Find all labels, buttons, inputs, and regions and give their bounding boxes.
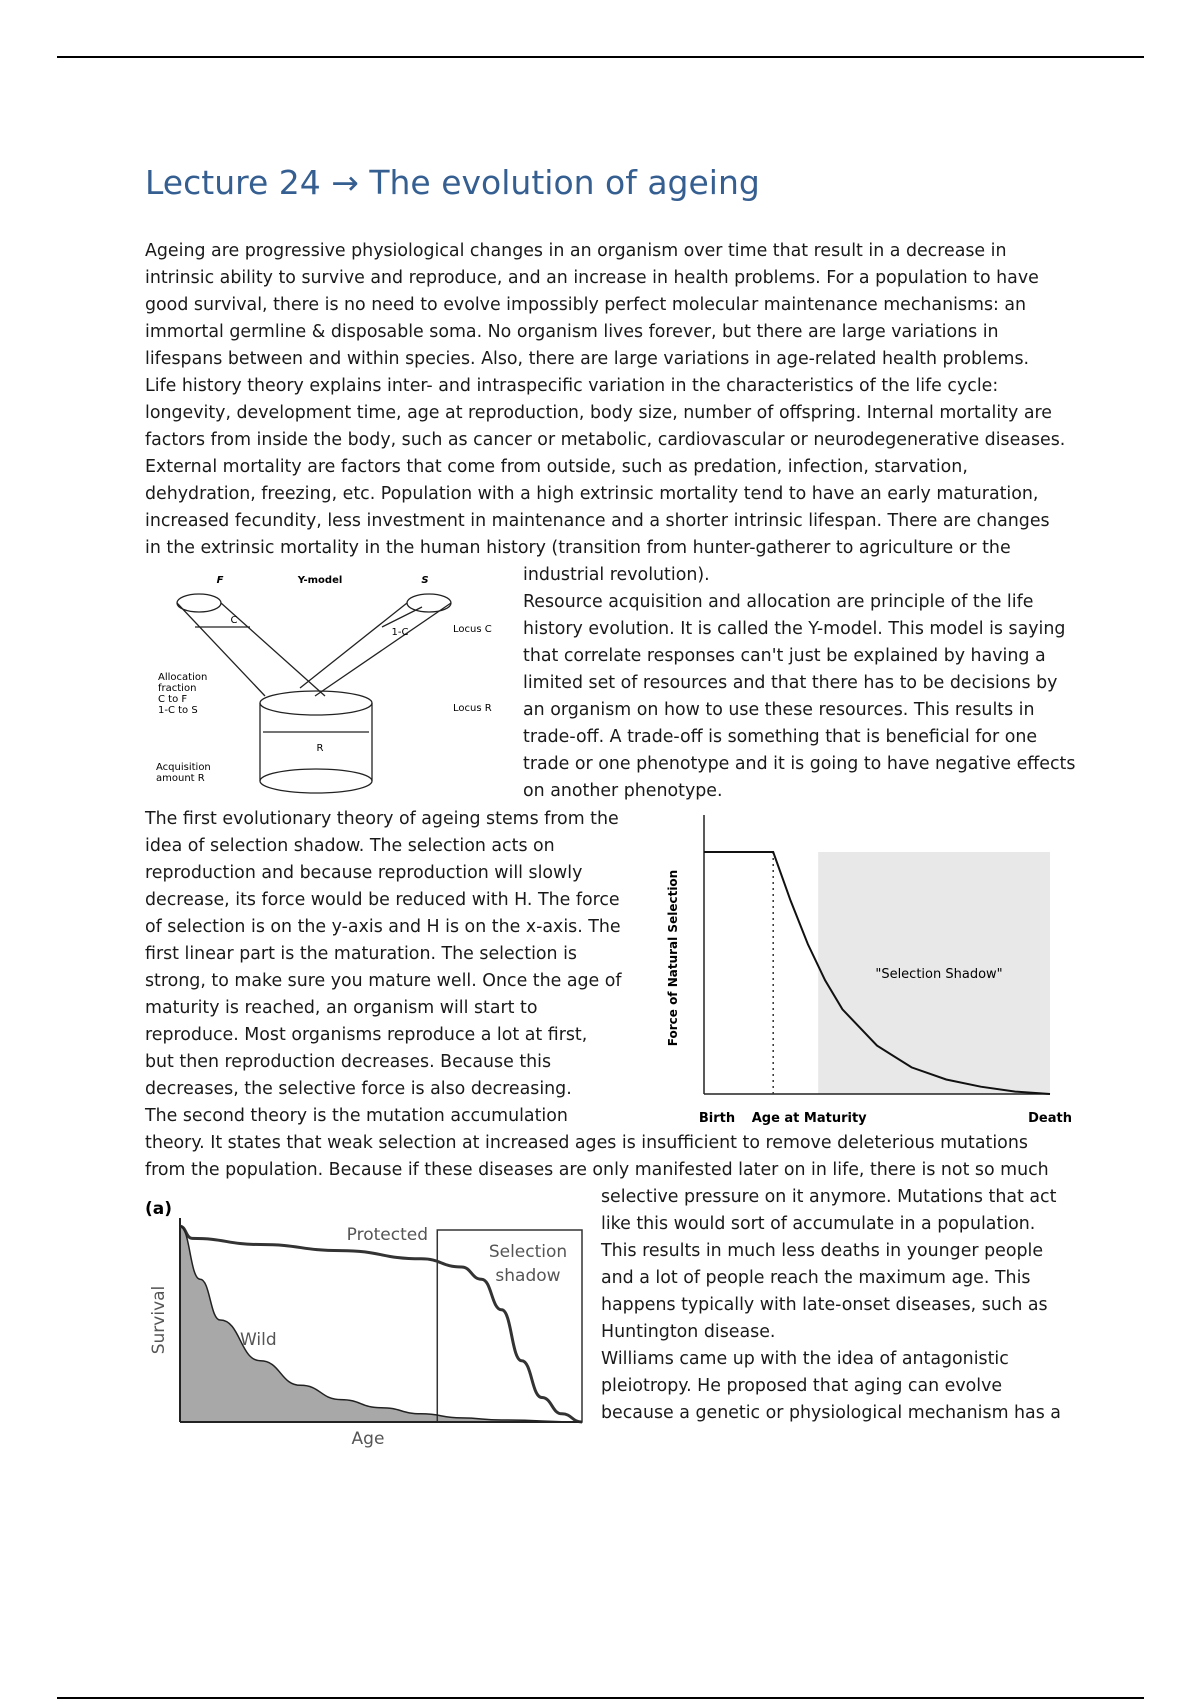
pleiotropy-line: like this would sort of accumulate in a population. [601,1214,1036,1234]
x-tick-death: Death [1028,1111,1072,1126]
pleiotropy-line: and a lot of people reach the maximum age. This [601,1268,1031,1288]
ymodel-allocation-1: fraction [158,683,197,694]
protected-label: Protected [346,1225,428,1245]
pleiotropy-line: happens typically with late-onset diseases, such as [601,1295,1048,1315]
top-rule [57,56,1144,58]
selection-shadow-paragraph [145,806,622,1130]
survival-x-label: Age [351,1429,385,1449]
pleiotropy-line: because a genetic or physiological mechanism has a [601,1403,1061,1423]
shadow-line: maturity is reached, an organism will start to [145,998,538,1018]
panel-label: (a) [145,1199,173,1219]
intro-line: immortal germline & disposable soma. No organism lives forever, but there are large variations in [145,322,999,342]
intro-paragraph [145,238,1065,562]
shadow-line: reproduction and because reproduction will slowly [145,863,583,883]
ymodel-line: history evolution. It is called the Y-model. This model is saying [523,619,1066,639]
intro-line: in the extrinsic mortality in the human history (transition from hunter-gatherer to agriculture or the [145,538,1011,558]
mutation-line: from the population. Because if these diseases are only manifested later on in life, there is not so much [145,1160,1049,1180]
survival-chart [145,1192,590,1452]
force-of-selection-chart [655,810,1075,1130]
ymodel-line: Resource acquisition and allocation are principle of the life [523,592,1034,612]
shadow-line: idea of selection shadow. The selection acts on [145,836,555,856]
ymodel-locus-r: Locus R [453,703,492,714]
ymodel-acquisition-1: amount R [156,773,205,784]
pleiotropy-line: This results in much less deaths in younger people [601,1241,1044,1261]
shadow-line: The second theory is the mutation accumulation [145,1106,568,1126]
ymodel-label-c: C [230,615,238,626]
ymodel-line: trade or one phenotype and it is going to have negative effects [523,754,1076,774]
shadow-line: first linear part is the maturation. The selection is [145,944,577,964]
shadow-line: strong, to make sure you mature well. Once the age of [145,971,622,991]
survival-y-label: Survival [149,1285,169,1355]
ymodel-line: limited set of resources and that there has to be decisions by [523,673,1058,693]
intro-line: intrinsic ability to survive and reproduce, and an increase in health problems. For a population to have [145,268,1039,288]
ymodel-line: that correlate responses can't just be explained by having a [523,646,1046,666]
intro-line: lifespans between and within species. Also, there are large variations in age-related health problems. [145,349,1030,369]
shadow-label-0: Selection [488,1242,568,1262]
ymodel-line: trade-off. A trade-off is something that is beneficial for one [523,727,1038,747]
pleiotropy-line: Huntington disease. [601,1322,776,1342]
ymodel-line: an organism on how to use these resources. This results in [523,700,1035,720]
ymodel-label-1c: 1-C [391,627,409,638]
ymodel-paragraph [523,562,1075,805]
ymodel-right-arm-inner [300,603,407,688]
ymodel-locus-c: Locus C [453,624,492,635]
intro-line: good survival, there is no need to evolve impossibly perfect molecular maintenance mechanisms: an [145,295,1027,315]
mutation-paragraph [145,1130,1049,1184]
pleiotropy-line: pleiotropy. He proposed that aging can evolve [601,1376,1003,1396]
intro-line: External mortality are factors that come from outside, such as predation, infection, starvation, [145,457,968,477]
intro-line: increased fecundity, less investment in maintenance and a shorter intrinsic lifespan. There are changes [145,511,1050,531]
ymodel-line: on another phenotype. [523,781,723,801]
ymodel-title: Y-model [297,575,343,586]
intro-line: Ageing are progressive physiological changes in an organism over time that result in a decrease in [145,241,1007,261]
intro-line: factors from inside the body, such as cancer or metabolic, cardiovascular or neurodegenerative diseases. [145,430,1066,450]
force-y-label: Force of Natural Selection [666,869,680,1047]
x-tick-birth: Birth [698,1111,736,1126]
ymodel-label-f: F [216,575,224,586]
shadow-line: of selection is on the y-axis and H is on the x-axis. The [145,917,621,937]
ymodel-allocation-2: C to F [158,694,188,705]
ymodel-right-arm-outer [315,603,451,696]
ymodel-right-disc [407,594,451,612]
shadow-line: The first evolutionary theory of ageing stems from the [145,809,619,829]
ymodel-acquisition-0: Acquisition [156,762,211,773]
shadow-line: but then reproduction decreases. Because this [145,1052,552,1072]
ymodel-label-s: S [421,575,429,586]
pleiotropy-paragraph [601,1184,1061,1427]
ymodel-1c-arrow [382,607,422,627]
page-title: Lecture 24 → The evolution of ageing [145,163,760,202]
x-tick-maturity: Age at Maturity [751,1111,867,1126]
intro-line: Life history theory explains inter- and intraspecific variation in the characteristics of the life cycle: [145,376,999,396]
intro-line: dehydration, freezing, etc. Population with a high extrinsic mortality tend to have an early maturation, [145,484,1039,504]
ymodel-barrel-bottom [260,769,372,793]
shadow-label-1: shadow [495,1266,561,1286]
y-model-diagram [150,566,510,796]
mutation-line: theory. It states that weak selection at increased ages is insufficient to remove deleterious mutations [145,1133,1028,1153]
bottom-rule [57,1697,1144,1699]
ymodel-allocation-0: Allocation [158,672,208,683]
shadow-line: decrease, its force would be reduced with H. The force [145,890,620,910]
ymodel-label-r: R [316,743,324,754]
pleiotropy-line: Williams came up with the idea of antagonistic [601,1349,1009,1369]
shadow-line: decreases, the selective force is also decreasing. [145,1079,572,1099]
intro-line: longevity, development time, age at reproduction, body size, number of offspring. Internal mortality are [145,403,1052,423]
ymodel-line: industrial revolution). [523,565,710,585]
pleiotropy-line: selective pressure on it anymore. Mutations that act [601,1187,1057,1207]
ymodel-allocation-3: 1-C to S [158,705,198,716]
shadow-line: reproduce. Most organisms reproduce a lot at first, [145,1025,588,1045]
wild-label: Wild [240,1330,277,1350]
selection-shadow-annotation: "Selection Shadow" [875,967,1003,982]
